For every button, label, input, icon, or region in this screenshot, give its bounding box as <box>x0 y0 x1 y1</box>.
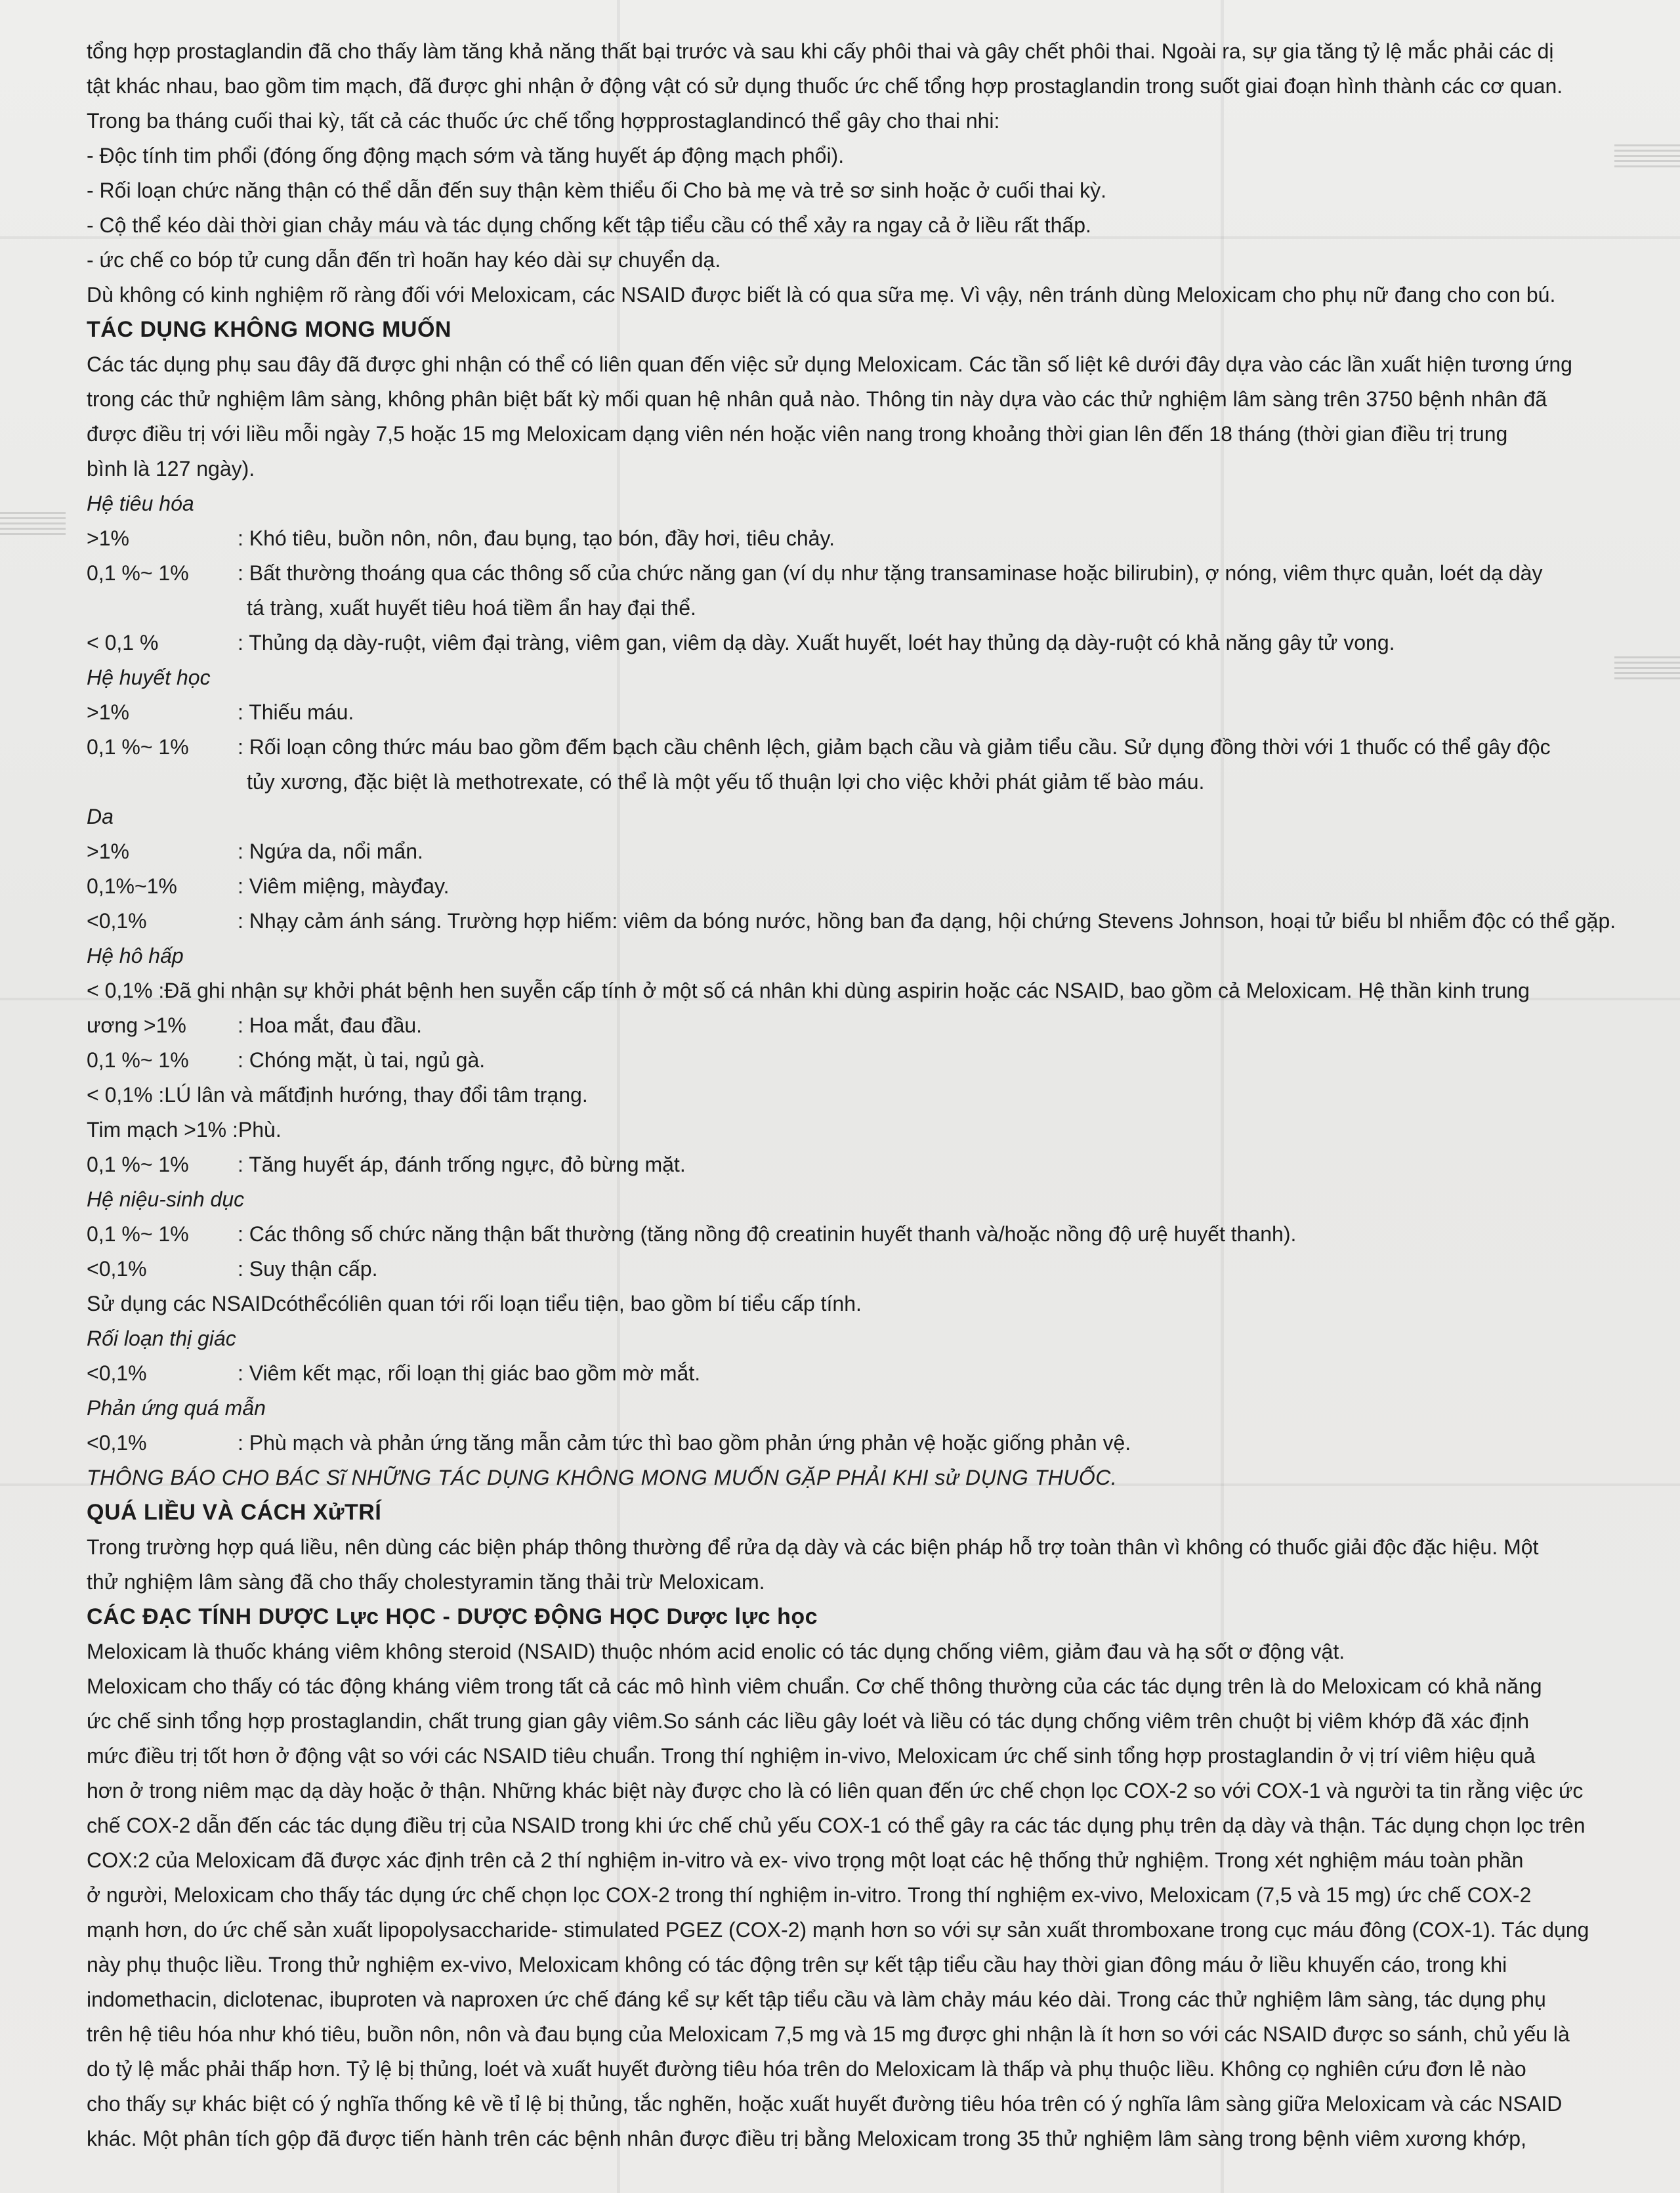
frequency-label: <0,1% <box>87 909 147 933</box>
frequency-label: <0,1% <box>87 1257 147 1281</box>
text-line: < 0,1% :LÚ lân và mấtđịnh hướng, thay đổi tâm trạng. <box>87 1083 588 1107</box>
frequency-label: 0,1 %~ 1% <box>87 1153 189 1176</box>
frequency-row <box>87 521 1635 556</box>
frequency-value: : Tăng huyết áp, đánh trống ngực, đỏ bừng mặt. <box>238 1153 686 1176</box>
text-line: mạnh hơn, do ức chế sản xuất lipopolysaccharide- stimulated PGEZ (COX-2) mạnh hơn so với sự sản xuất thromboxane trong cục máu đông (COX-1). Tác dụng <box>87 1918 1589 1942</box>
subheading-respiratory: Hệ hô hấp <box>87 944 184 968</box>
frequency-label: 0,1 %~ 1% <box>87 735 189 759</box>
section-heading-pharmacology: CÁC ĐẠC TÍNH DƯỢC Lực HỌC - DƯỢC ĐỘNG HỌC Dược lực học <box>87 1604 818 1629</box>
text-line: Tim mạch >1% :Phù. <box>87 1118 282 1141</box>
subheading-hypersensitivity: Phản ứng quá mẫn <box>87 1396 266 1420</box>
text-line: Sử dụng các NSAIDcóthểcóliên quan tới rối loạn tiểu tiện, bao gồm bí tiểu cấp tính. <box>87 1292 862 1315</box>
text-line: chế COX-2 dẫn đến các tác dụng điều trị của NSAID trong khi ức chế chủ yếu COX-1 có thể gây ra các tác dụng phụ trên dạ dày và thận. Tác dụng chọn lọc trên <box>87 1814 1586 1837</box>
frequency-value: : Hoa mắt, đau đầu. <box>238 1013 423 1037</box>
frequency-value: : Chóng mặt, ù tai, ngủ gà. <box>238 1048 486 1072</box>
text-line: trong các thử nghiệm lâm sàng, không phân biệt bất kỳ mối quan hệ nhân quả nào. Thông tin này dựa vào các thử nghiệm lâm sàng trên 3750 bệnh nhân đã <box>87 387 1547 411</box>
subheading-digestive: Hệ tiêu hóa <box>87 492 194 515</box>
subheading-urinary: Hệ niệu-sinh dục <box>87 1187 245 1211</box>
frequency-value: : Phù mạch và phản ứng tăng mẫn cảm tức thì bao gồm phản ứng phản vệ hoặc giống phản vệ. <box>238 1431 1131 1455</box>
text-line: cho thấy sự khác biệt có ý nghĩa thống kê về tỉ lệ bị thủng, tắc nghẽn, hoặc xuất huyết đường tiêu hóa trên có ý nghĩa lâm sàng giữa Meloxicam và các NSAID <box>87 2092 1563 2116</box>
notice-text: THÔNG BÁO CHO BÁC Sĩ NHỮNG TÁC DỤNG KHÔNG MONG MUỐN GẶP PHẢI KHI sử DỤNG THUỐC. <box>87 1466 1118 1489</box>
frequency-label: 0,1%~1% <box>87 874 177 898</box>
frequency-row <box>87 556 1635 591</box>
text-line: thử nghiệm lâm sàng đã cho thấy cholestyramin tăng thải trừ Meloxicam. <box>87 1570 765 1594</box>
text-line: Dù không có kinh nghiệm rõ ràng đối với Meloxicam, các NSAID được biết là có qua sữa mẹ. Vì vậy, nên tránh dùng Meloxicam cho phụ nữ đang cho con bú. <box>87 283 1556 307</box>
text-line: tật khác nhau, bao gồm tim mạch, đã được ghi nhận ở động vật có sử dụng thuốc ức chế tổng hợp prostaglandin trong suốt giai đoạn hình thành các cơ quan. <box>87 74 1563 98</box>
frequency-label: 0,1 %~ 1% <box>87 561 189 585</box>
text-line: này phụ thuộc liều. Trong thử nghiệm ex-vivo, Meloxicam không có tác động trên sự kết tập tiểu cầu hay thời gian đông máu ở liều khuyến cáo, trong khi <box>87 1953 1507 1976</box>
margin-mark <box>0 512 66 538</box>
text-line: COX:2 của Meloxicam đã được xác định trên cả 2 thí nghiệm in-vitro và ex- vivo trọng một loạt các hệ thống thử nghiệm. Trong xét nghiệm máu toàn phần <box>87 1848 1524 1872</box>
frequency-row <box>87 626 1635 660</box>
text-line: Meloxicam cho thấy có tác động kháng viêm trong tất cả các mô hình viêm chuẩn. Cơ chế thông thường của các tác dụng trên là do Meloxicam có khả năng <box>87 1674 1542 1698</box>
frequency-value: : Suy thận cấp. <box>238 1257 378 1281</box>
subheading-blood: Hệ huyết học <box>87 666 211 689</box>
frequency-value: : Rối loạn công thức máu bao gồm đếm bạch cầu chênh lệch, giảm bạch cầu và giảm tiểu cầu. Sử dụng đồng thời với 1 thuốc có thể gây độc <box>238 735 1551 759</box>
frequency-row <box>87 1043 1635 1078</box>
frequency-label: 0,1 %~ 1% <box>87 1048 189 1072</box>
text-line: - Độc tính tim phổi (đóng ống động mạch sớm và tăng huyết áp động mạch phổi). <box>87 144 845 167</box>
text-line: khác. Một phân tích gộp đã được tiến hành trên các bệnh nhân được điều trị bằng Meloxicam trong 35 thử nghiệm lâm sàng trong bệnh viêm xương khớp, <box>87 2127 1526 2150</box>
text-line: indomethacin, diclotenac, ibuproten và naproxen ức chế đáng kể sự kết tập tiểu cầu và làm chảy máu kéo dài. Trong các thử nghiệm lâm sàng, tác dụng phụ <box>87 1988 1546 2011</box>
frequency-row <box>87 1356 1635 1391</box>
text-line: mức điều trị tốt hơn ở động vật so với các NSAID tiêu chuẩn. Trong thí nghiệm in-vivo, Meloxicam ức chế sinh tổng hợp prostaglandin ở vị trí viêm hiệu quả <box>87 1744 1536 1768</box>
text-line: tổng hợp prostaglandin đã cho thấy làm tăng khả năng thất bại trước và sau khi cấy phôi thai và gây chết phôi thai. Ngoài ra, sự gia tăng tỷ lệ mắc phải các dị <box>87 39 1554 63</box>
frequency-label: ương >1% <box>87 1013 186 1037</box>
frequency-row <box>87 904 1635 939</box>
frequency-label: >1% <box>87 840 129 863</box>
frequency-value: : Các thông số chức năng thận bất thường (tăng nồng độ creatinin huyết thanh và/hoặc nồng độ urệ huyết thanh). <box>238 1222 1297 1246</box>
text-line: bình là 127 ngày). <box>87 457 255 480</box>
frequency-row <box>87 1147 1635 1182</box>
text-line: trên hệ tiêu hóa như khó tiêu, buồn nôn, nôn và đau bụng của Meloxicam 7,5 mg và 15 mg được ghi nhận là ít hơn so với các NSAID được so sánh, chủ yếu là <box>87 2022 1570 2046</box>
frequency-row <box>87 869 1635 904</box>
text-line: - ức chế co bóp tử cung dẫn đến trì hoãn hay kéo dài sự chuyển dạ. <box>87 248 721 272</box>
section-heading-side-effects: TÁC DỤNG KHÔNG MONG MUỐN <box>87 317 452 342</box>
frequency-row <box>87 730 1635 765</box>
leaflet-text <box>87 34 1635 2156</box>
text-line: Trong ba tháng cuối thai kỳ, tất cả các thuốc ức chế tổng hợpprostaglandincó thể gây cho thai nhi: <box>87 109 1000 133</box>
frequency-row <box>87 695 1635 730</box>
frequency-label: <0,1% <box>87 1431 147 1455</box>
frequency-value: : Ngứa da, nổi mẩn. <box>238 840 423 863</box>
text-line: ở người, Meloxicam cho thấy tác dụng ức chế chọn lọc COX-2 trong thí nghiệm in-vitro. Trong thí nghiệm ex-vivo, Meloxicam (7,5 và 15 mg) ức chế COX-2 <box>87 1883 1532 1907</box>
text-line: - Cộ thể kéo dài thời gian chảy máu và tác dụng chống kết tập tiểu cầu có thể xảy ra ngay cả ở liều rất thấp. <box>87 213 1091 237</box>
text-line: được điều trị với liều mỗi ngày 7,5 hoặc 15 mg Meloxicam dạng viên nén hoặc viên nang trong khoảng thời gian lên đến 18 tháng (thời gian điều trị trung <box>87 422 1508 446</box>
frequency-label: 0,1 %~ 1% <box>87 1222 189 1246</box>
frequency-value: : Viêm miệng, màyđay. <box>238 874 450 898</box>
text-line: Trong trường hợp quá liều, nên dùng các biện pháp thông thường để rửa dạ dày và các biện pháp hỗ trợ toàn thân vì không có thuốc giải độc đặc hiệu. Một <box>87 1535 1539 1559</box>
frequency-value: : Viêm kết mạc, rối loạn thị giác bao gồm mờ mắt. <box>238 1361 701 1385</box>
frequency-row <box>87 1217 1635 1252</box>
text-line: ức chế sinh tổng hợp prostaglandin, chất trung gian gây viêm.So sánh các liều gây loét và liều có tác dụng chống viêm trên chuột bị viêm khớp đã xác định <box>87 1709 1530 1733</box>
text-line: Meloxicam là thuốc kháng viêm không steroid (NSAID) thuộc nhóm acid enolic có tác dụng chống viêm, giảm đau và hạ sốt ơ động vật. <box>87 1640 1345 1663</box>
text-line: Các tác dụng phụ sau đây đã được ghi nhận có thể có liên quan đến việc sử dụng Meloxicam. Các tần số liệt kê dưới đây dựa vào các lần xuất hiện tương ứng <box>87 352 1572 376</box>
frequency-row <box>87 1008 1635 1043</box>
frequency-row <box>87 834 1635 869</box>
subheading-skin: Da <box>87 805 114 828</box>
frequency-value: : Bất thường thoáng qua các thông số của chức năng gan (ví dụ như tặng transaminase hoặc bilirubin), ợ nóng, viêm thực quản, loét dạ dày <box>238 561 1543 585</box>
frequency-continuation: tủy xương, đặc biệt là methotrexate, có thể là một yếu tố thuận lợi cho việc khởi phát giảm tế bào máu. <box>247 770 1205 794</box>
text-line: - Rối loạn chức năng thận có thể dẫn đến suy thận kèm thiểu ối Cho bà mẹ và trẻ sơ sinh hoặc ở cuối thai kỳ. <box>87 179 1107 202</box>
frequency-label: >1% <box>87 700 129 724</box>
text-line: hơn ở trong niêm mạc dạ dày hoặc ở thận. Những khác biệt này được cho là có liên quan đến ức chế chọn lọc COX-2 so với COX-1 và người ta tin rằng việc ức <box>87 1779 1584 1802</box>
frequency-value: : Khó tiêu, buồn nôn, nôn, đau bụng, tạo bón, đầy hơi, tiêu chảy. <box>238 526 835 550</box>
frequency-label: >1% <box>87 526 129 550</box>
subheading-vision: Rối loạn thị giác <box>87 1327 236 1350</box>
text-line: < 0,1% :Đã ghi nhận sự khởi phát bệnh hen suyễn cấp tính ở một số cá nhân khi dùng aspirin hoặc các NSAID, bao gồm cả Meloxicam. Hệ thần kinh trung <box>87 979 1530 1002</box>
frequency-continuation: tá tràng, xuất huyết tiêu hoá tiềm ẩn hay đại thể. <box>247 596 696 620</box>
frequency-label: < 0,1 % <box>87 631 159 654</box>
text-line: do tỷ lệ mắc phải thấp hơn. Tỷ lệ bị thủng, loét và xuất huyết đường tiêu hóa trên do Meloxicam là thấp và phụ thuộc liều. Không cọ nghiên cứu đơn lẻ nào <box>87 2057 1526 2081</box>
frequency-value: : Thiếu máu. <box>238 700 354 724</box>
section-heading-overdose: QUÁ LIỀU VÀ CÁCH XửTRÍ <box>87 1500 382 1525</box>
frequency-value: : Nhạy cảm ánh sáng. Trường hợp hiếm: viêm da bóng nước, hồng ban đa dạng, hội chứng Stevens Johnson, hoại tử biểu bl nhiễm độc có thể gặp. <box>238 909 1616 933</box>
frequency-value: : Thủng dạ dày-ruột, viêm đại tràng, viêm gan, viêm dạ dày. Xuất huyết, loét hay thủng dạ dày-ruột có khả năng gây tử vong. <box>238 631 1395 654</box>
frequency-row <box>87 1426 1635 1460</box>
frequency-row <box>87 1252 1635 1287</box>
frequency-label: <0,1% <box>87 1361 147 1385</box>
